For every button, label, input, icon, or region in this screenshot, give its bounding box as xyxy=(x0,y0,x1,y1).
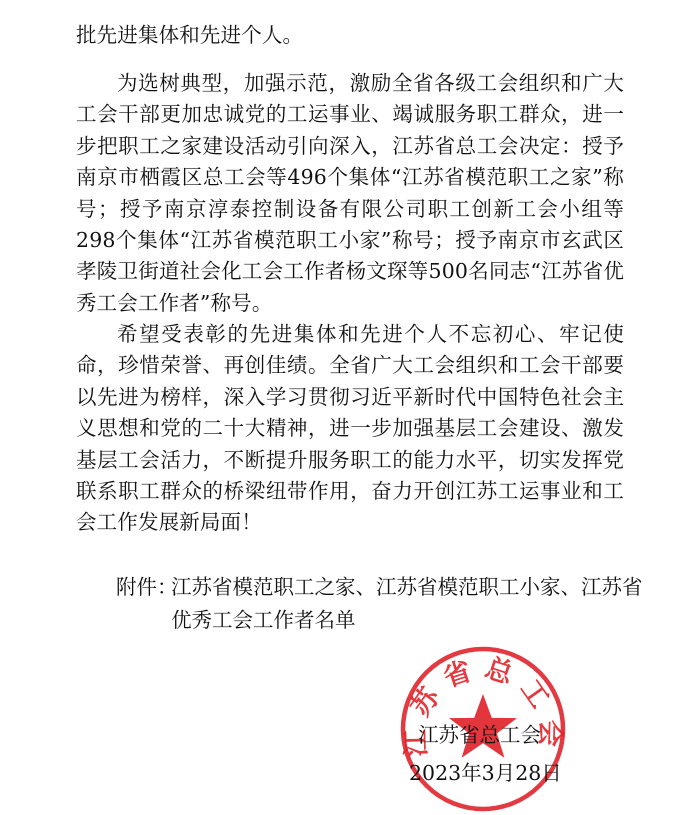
attachment-line-2: 优秀工会工作者名单 xyxy=(171,608,356,632)
attachment-label: 附件： xyxy=(116,575,178,599)
paragraph-continuation: 批先进集体和先进个人。 xyxy=(76,23,304,47)
signature-date: 2023年3月28日 xyxy=(409,761,562,785)
paragraph-decision: 为选树典型，加强示范，激励全省各级工会组织和广大工会干部更加忠诚党的工运事业、竭诚服务职工群众，进一步把职工之家建设活动引向深入，江苏省总工会决定：授予南京市栖霞区总工会等496个集体“江苏省模范职工之家”称号；授予南京淳泰控制设备有限公司职工创新工会小组等298个集体“江苏省模范职工小家”称号；授予南京市玄武区孝陵卫街道社会化工会工作者杨文琛等500名同志“江苏省优秀工会工作者”称号。 xyxy=(76,71,624,315)
attachment-line-1: 江苏省模范职工之家、江苏省模范职工小家、江苏省 xyxy=(171,575,643,599)
seal-text: 江苏省总工会 xyxy=(400,652,566,758)
paragraph-expectation: 希望受表彰的先进集体和先进个人不忘初心、牢记使命，珍惜荣誉、再创佳绩。全省广大工会组织和工会干部要以先进为榜样，深入学习贯彻习近平新时代中国特色社会主义思想和党的二十大精神，进一步加强基层工会建设、激发基层工会活力，不断提升服务职工的能力水平，切实发挥党联系职工群众的桥梁纽带作用，奋力开创江苏工运事业和工会工作发展新局面！ xyxy=(76,322,624,535)
signature-organization: 江苏省总工会 xyxy=(418,723,541,747)
